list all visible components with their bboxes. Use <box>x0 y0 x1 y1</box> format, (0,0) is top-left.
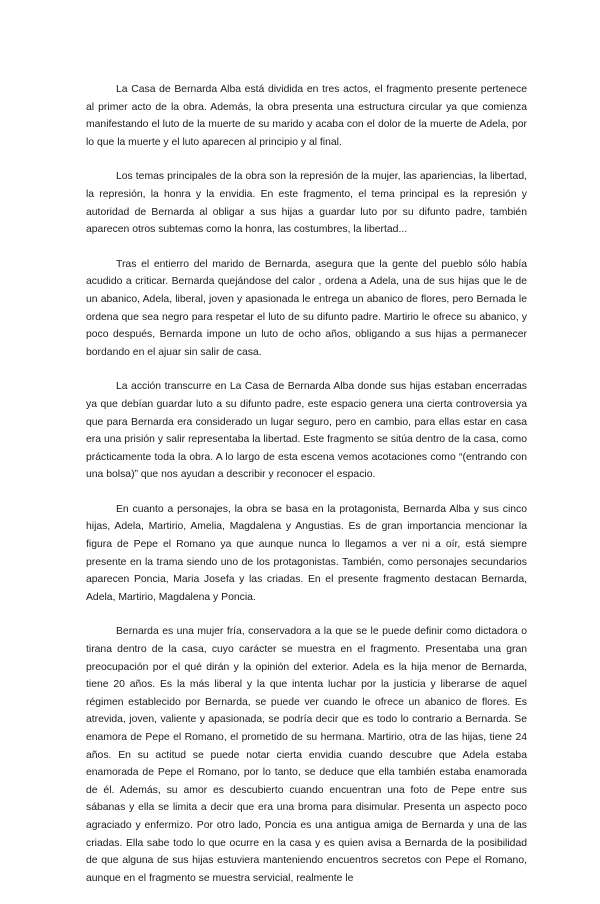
paragraph-character-analysis: Bernarda es una mujer fría, conservadora a la que se le puede definir como dictadora o tirana dentro de la casa, cuyo carácter se muestra en el fragmento. Presentaba una gran preocupación por el qué dirán y la opinión del exterior. Adela es la hija menor de Bernarda, tiene 20 años. Es la más liberal y la que intenta luchar por la justicia y liberarse de aquel régimen establecido por Bernarda, se puede ver cuando le ofrece un abanico de flores. Es atrevida, joven, valiente y apasionada, se podría decir que es todo lo contrario a Bernarda. Se enamora de Pepe el Romano, el prometido de su hermana. Martirio, otra de las hijas, tiene 24 años. En su actitud se puede notar cierta envidia cuando descubre que Adela estaba enamorada de Pepe el Romano, por lo tanto, se deduce que ella también estaba enamorada de él. Además, su amor es descubierto cuando encuentran una foto de Pepe entre sus sábanas y ella se limita a decir que era una broma para disimular. Presenta un aspecto poco agraciado y enfermizo. Por otro lado, Poncia es una antigua amiga de Bernarda y una de las criadas. Ella sabe todo lo que ocurre en la casa y es quien avisa a Bernarda de la posibilidad de que alguna de sus hijas estuviera manteniendo encuentros secretos con Pepe el Romano, aunque en el fragmento se muestra servicial, realmente le <box>86 626 527 884</box>
paragraph-summary: Tras el entierro del marido de Bernarda, asegura que la gente del pueblo sólo había acudido a criticar. Bernarda quejándose del calor , ordena a Adela, una de sus hijas que le de un abanico, Adela, liberal, joven y apasionada le entrega un abanico de flores, pero Bernada le ordena que sea negro para respetar el luto de su difunto padre. Martirio le ofrece su abanico, y poco después, Bernarda impone un luto de ocho años, obligando a sus hijas a permanecer bordando en el ajuar sin salir de casa. <box>86 258 527 358</box>
paragraph-characters: En cuanto a personajes, la obra se basa en la protagonista, Bernarda Alba y sus cinco hijas, Adela, Martirio, Amelia, Magdalena y Angustias. Es de gran importancia mencionar la figura de Pepe el Romano ya que aunque nunca lo llegamos a ver ni a oír, está siempre presente en la trama siendo uno de los protagonistas. También, como personajes secundarios aparecen Poncia, Maria Josefa y las criadas. En el presente fragmento destacan Bernarda, Adela, Martirio, Magdalena y Poncia. <box>86 503 527 603</box>
paragraph-themes: Los temas principales de la obra son la represión de la mujer, las apariencias, la libertad, la represión, la honra y la envidia. En este fragmento, el tema principal es la represión y autoridad de Bernarda al obligar a sus hijas a guardar luto por su difunto padre, también aparecen otros subtemas como la honra, las costumbres, la libertad... <box>86 171 527 236</box>
paragraph-setting: La acción transcurre en La Casa de Bernarda Alba donde sus hijas estaban encerradas ya que debían guardar luto a su difunto padre, este espacio genera una cierta controversia ya que para Bernarda era considerado un lugar seguro, pero en cambio, para ellas estar en casa era una prisión y salir representaba la libertad. Este fragmento se sitúa dentro de la casa, como prácticamente toda la obra. A lo largo de esta escena vemos acotaciones como “(entrando con una bolsa)” que nos ayudan a describir y reconocer el espacio. <box>86 381 527 481</box>
document-body <box>86 81 527 904</box>
paragraph-structure: La Casa de Bernarda Alba está dividida en tres actos, el fragmento presente pertenece al primer acto de la obra. Además, la obra presenta una estructura circular ya que comienza manifestando el luto de la muerte de su marido y acaba con el dolor de la muerte de Adela, por lo que la muerte y el luto aparecen al principio y al final. <box>86 84 527 148</box>
